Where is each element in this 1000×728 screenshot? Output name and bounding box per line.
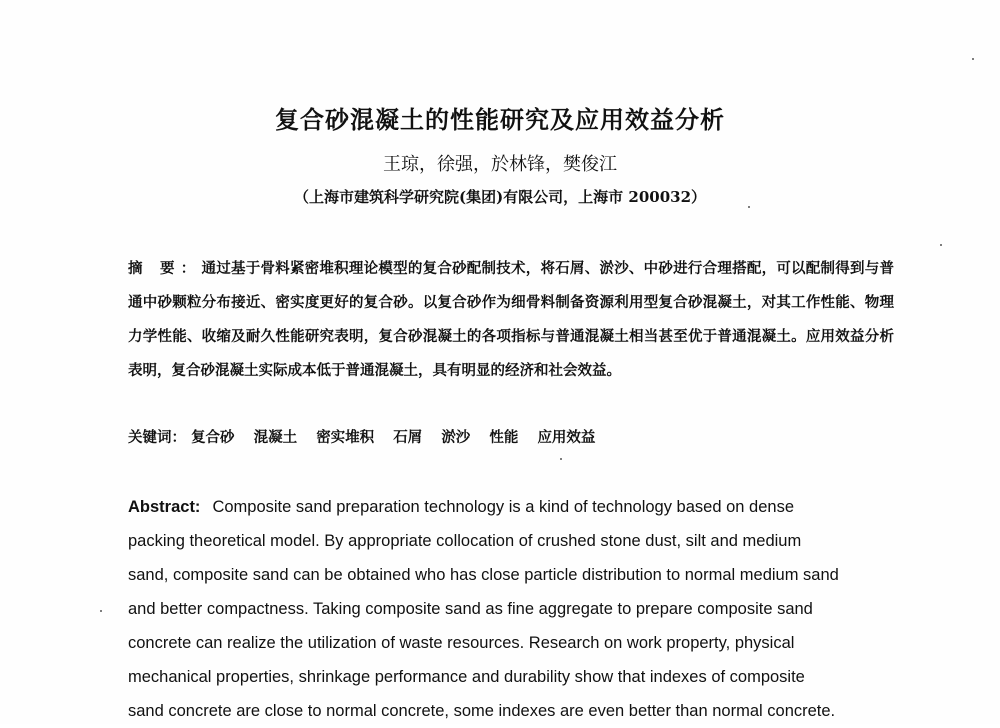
keyword-item: 混凝土 bbox=[253, 429, 298, 446]
keyword-item: 复合砂 bbox=[191, 429, 235, 446]
scan-speck bbox=[560, 458, 562, 460]
english-abstract-line: sand concrete are close to normal concrete, some indexes are even better than normal concrete. bbox=[128, 702, 836, 720]
chinese-abstract bbox=[128, 252, 894, 388]
english-abstract bbox=[128, 490, 894, 728]
scan-speck bbox=[940, 244, 942, 246]
paper-title: 复合砂混凝土的性能研究及应用效益分析 bbox=[275, 106, 725, 134]
english-abstract-line: concrete can realize the utilization of waste resources. Research on work property, physical bbox=[128, 634, 795, 652]
chinese-abstract-text: 通过基于骨料紧密堆积理论模型的复合砂配制技术，将石屑、淤沙、中砂进行合理搭配，可以配制得到与普通中砂颗粒分布接近、密实度更好的复合砂。以复合砂作为细骨料制备资源利用型复合砂混凝土，对其工作性能、物理力学性能、收缩及耐久性能研究表明，复合砂混凝土的各项指标与普通混凝土相当甚至优于普通混凝土。应用效益分析表明，复合砂混凝土实际成本低于普通混凝土，具有明显的经济和社会效益。 bbox=[128, 260, 894, 379]
keyword-item: 淤沙 bbox=[441, 429, 471, 446]
english-abstract-line-text: Composite sand preparation technology is a kind of technology based on dense bbox=[212, 498, 794, 516]
affiliation: （上海市建筑科学研究院(集团)有限公司，上海市 200032） bbox=[293, 188, 707, 206]
scan-speck bbox=[972, 58, 974, 60]
keyword-item: 密实堆积 bbox=[316, 429, 375, 446]
scan-speck bbox=[748, 206, 750, 208]
english-abstract-label: Abstract: bbox=[128, 498, 201, 516]
english-abstract-line bbox=[128, 490, 894, 524]
english-abstract-line: and better compactness. Taking composite sand as fine aggregate to prepare composite sand bbox=[128, 600, 813, 618]
keyword-item: 性能 bbox=[489, 429, 519, 446]
english-abstract-line: sand, composite sand can be obtained who has close particle distribution to normal medium sand bbox=[128, 566, 839, 584]
keywords bbox=[128, 424, 894, 452]
keywords-label: 关键词： bbox=[128, 430, 186, 446]
english-abstract-line: mechanical properties, shrinkage performance and durability show that indexes of composite bbox=[128, 668, 805, 686]
keyword-item: 应用效益 bbox=[537, 429, 596, 446]
english-abstract-line: packing theoretical model. By appropriate collocation of crushed stone dust, silt and medium bbox=[128, 532, 802, 550]
chinese-abstract-label: 摘 要： bbox=[128, 261, 202, 277]
author-list: 王琼，徐强，於林锋，樊俊江 bbox=[383, 154, 617, 175]
keyword-item: 石屑 bbox=[393, 429, 423, 446]
scan-speck bbox=[100, 610, 102, 612]
